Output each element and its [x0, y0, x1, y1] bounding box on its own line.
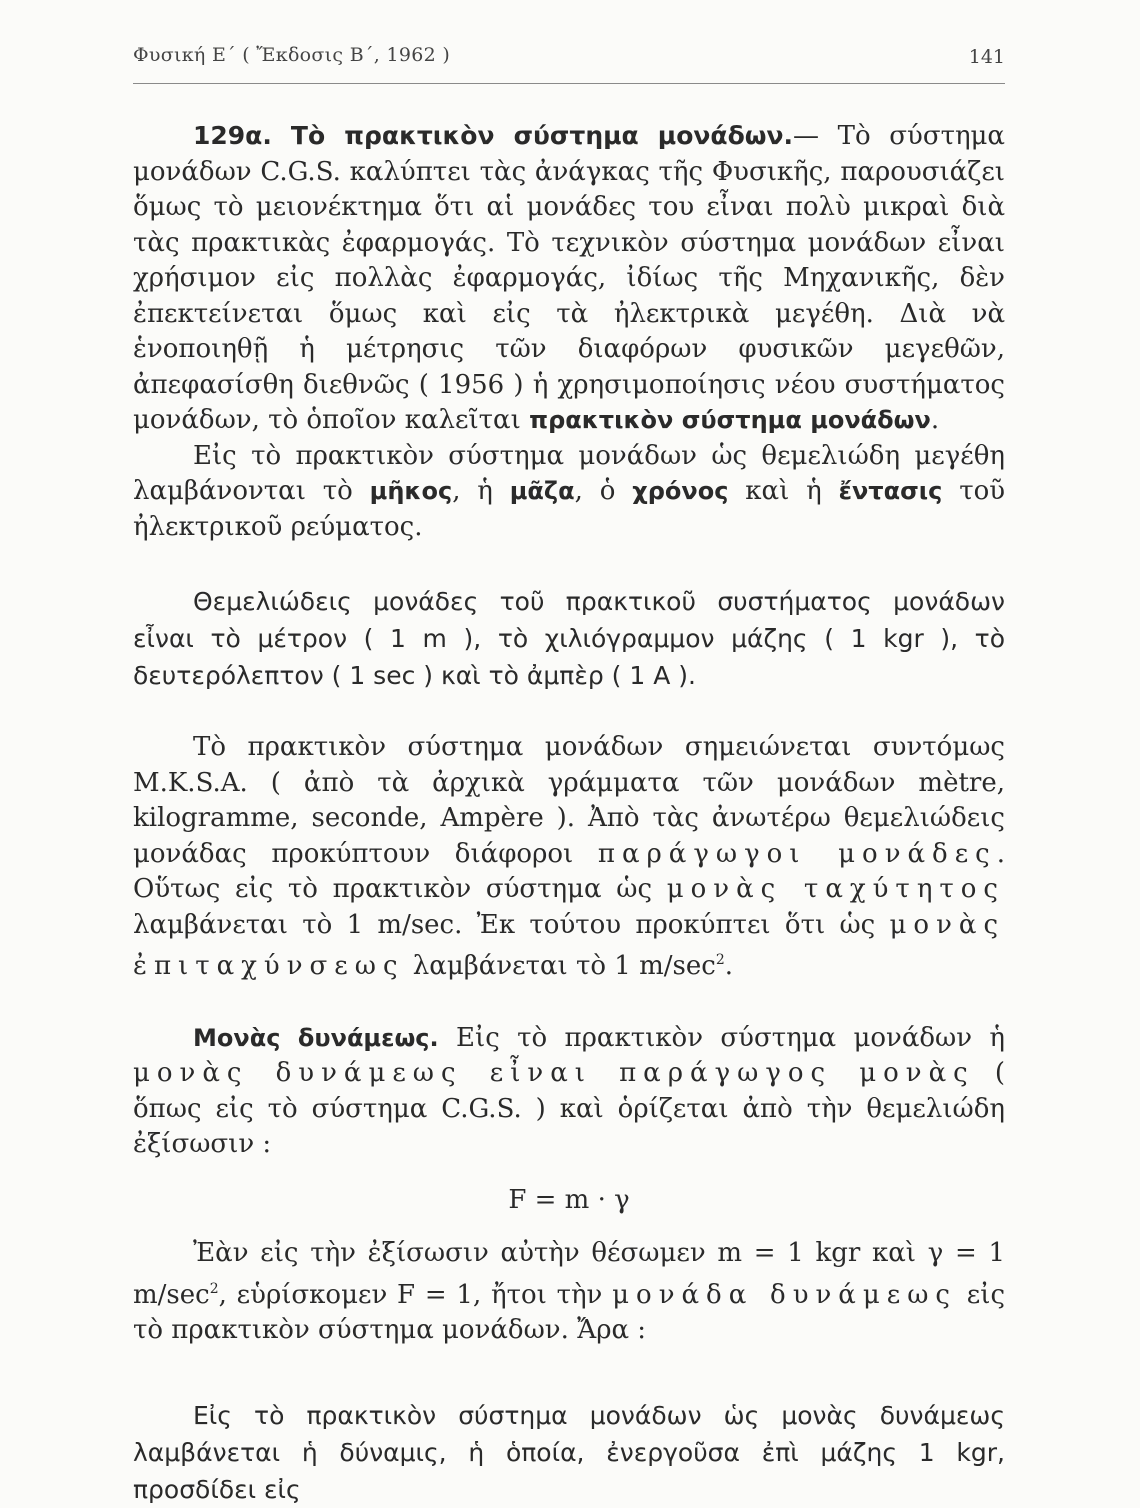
section-title: 129α. Τὸ πρακτικὸν σύστημα μονάδων. [193, 121, 793, 150]
p2-d: καὶ ἡ [745, 476, 822, 506]
p4-c: λαμβάνεται τὸ 1 m/sec. Ἐκ τούτου προκύπτει ὅτι ὡς [133, 909, 876, 940]
term-length: μῆκος [369, 477, 453, 505]
running-header [133, 40, 1005, 82]
equation-newton: F = m · γ [508, 1184, 630, 1215]
p6-sup: 2 [209, 1280, 219, 1297]
p4-sup: 2 [715, 952, 725, 968]
paragraph-fundamental-quantities [133, 439, 1005, 546]
p4-b: . Οὕτως εἰς τὸ πρακτικὸν σύστημα ὡς [133, 838, 1006, 904]
term-mass: μᾶζα [509, 477, 575, 505]
paragraph-fundamental-units: Θεμελιώδεις μονάδες τοῦ πρακτικοῦ συστήματος μονάδων εἶναι τὸ μέτρον ( 1 m ), τὸ χιλιόγραμμον μάζης ( 1 kgr ), τὸ δευτερόλεπτον ( 1 sec ) καὶ τὸ ἀμπὲρ ( 1 A ). [133, 587, 1005, 690]
paragraph-intro [133, 118, 1005, 439]
p4-d: λαμβάνεται τὸ 1 m/sec [412, 951, 716, 981]
p1-text: — Τὸ σύστημα μονάδων C.G.S. καλύπτει τὰς ἀνάγκας τῆς Φυσικῆς, παρουσιάζει ὅμως τὸ μειονέκτημα ὅτι αἱ μονάδες του εἶναι πολὺ μικραὶ διὰ τὰς πρακτικὰς ἐφαρμογάς. Τὸ τεχνικὸν σύστημα μονάδων εἶναι χρήσιμον εἰς πολλὰς ἐφαρμογάς, ἰδίως τῆς Μηχανικῆς, δὲν ἐπεκτείνεται ὅμως καὶ εἰς τὰ ἠλεκτρικὰ μεγέθη. Διὰ νὰ ἑνοποιηθῇ ἡ μέτρησις τῶν διαφόρων φυσικῶν μεγεθῶν, ἀπεφασίσθη διεθνῶς ( 1956 ) ἡ χρησιμοποίησις νέου συστήματος μονάδων, τὸ ὁποῖον καλεῖται [133, 121, 1005, 435]
p4-a: Τὸ πρακτικὸν σύστημα μονάδων σημειώνεται συντόμως M.K.S.A. ( ἀπὸ τὰ ἀρχικὰ γράμματα τῶν μονάδων mètre, kilogramme, seconde, Ampère ). Ἀπὸ τὰς ἀνωτέρω θεμελιώδεις μονάδας προκύπτουν διάφοροι [133, 732, 1005, 869]
p4-e: . [724, 951, 733, 981]
term-time: χρόνος [632, 477, 729, 505]
term-acceleration-unit: μονὰς ἐπιταχύνσεως [133, 909, 1006, 981]
p2-b: , ἡ [452, 476, 493, 506]
p2-e: τοῦ ἠλεκτρικοῦ ρεύματος. [133, 476, 1006, 542]
header-rule [133, 83, 1005, 84]
p6-a: Ἐὰν εἰς τὴν ἐξίσωσιν αὐτὴν θέσωμεν m = 1 kgr καὶ γ = 1 m/sec [133, 1238, 1005, 1310]
paragraph-mksa [133, 730, 1005, 985]
term-intensity: ἔντασις [838, 477, 943, 505]
p5-b: ( ὅπως εἰς τὸ σύστημα C.G.S. ) καὶ ὁρίζεται ἀπὸ τὴν θεμελιώδη ἐξίσωσιν : [133, 1058, 1006, 1159]
p5-a: Εἰς τὸ πρακτικὸν σύστημα μονάδων ἡ [456, 1022, 1005, 1053]
page-body [133, 118, 1005, 1508]
term-force-unit: μονάδα δυνάμεως [612, 1279, 957, 1310]
p2-a: Εἰς τὸ πρακτικὸν σύστημα μονάδων ὡς θεμελιώδη μεγέθη λαμβάνονται τὸ [133, 440, 1005, 506]
p2-c: , ὁ [574, 476, 616, 506]
p1-end: . [930, 405, 940, 435]
header-title: Φυσική Ε΄ ( Ἔκδοσις Β΄, 1962 ) [133, 44, 451, 66]
page-number: 141 [968, 46, 1005, 68]
term-velocity-unit: μονὰς ταχύτητος [666, 874, 1005, 904]
term-force-unit-derived: μονὰς δυνάμεως εἶναι παράγωγος μονὰς [133, 1058, 975, 1088]
p6-b: , εὑρίσκομεν F = 1, ἤτοι τὴν [218, 1279, 603, 1310]
term-derived-units: παράγωγοι μονάδες [597, 838, 997, 869]
paragraph-substitution [133, 1236, 1005, 1349]
p6-c: εἰς τὸ πρακτικὸν σύστημα μονάδων. Ἄρα : [133, 1279, 1006, 1345]
paragraph-force-unit [133, 1021, 1005, 1163]
paragraph-conclusion: Εἰς τὸ πρακτικὸν σύστημα μονάδων ὡς μονὰς δυνάμεως λαμβάνεται ἡ δύναμις, ἡ ὁποία, ἐνεργοῦσα ἐπὶ μάζης 1 kgr, προσδίδει εἰς [133, 1400, 1005, 1504]
term-practical-system: πρακτικὸν σύστημα μονάδων [529, 406, 931, 434]
subheading-force-unit: Μονὰς δυνάμεως. [193, 1023, 439, 1052]
